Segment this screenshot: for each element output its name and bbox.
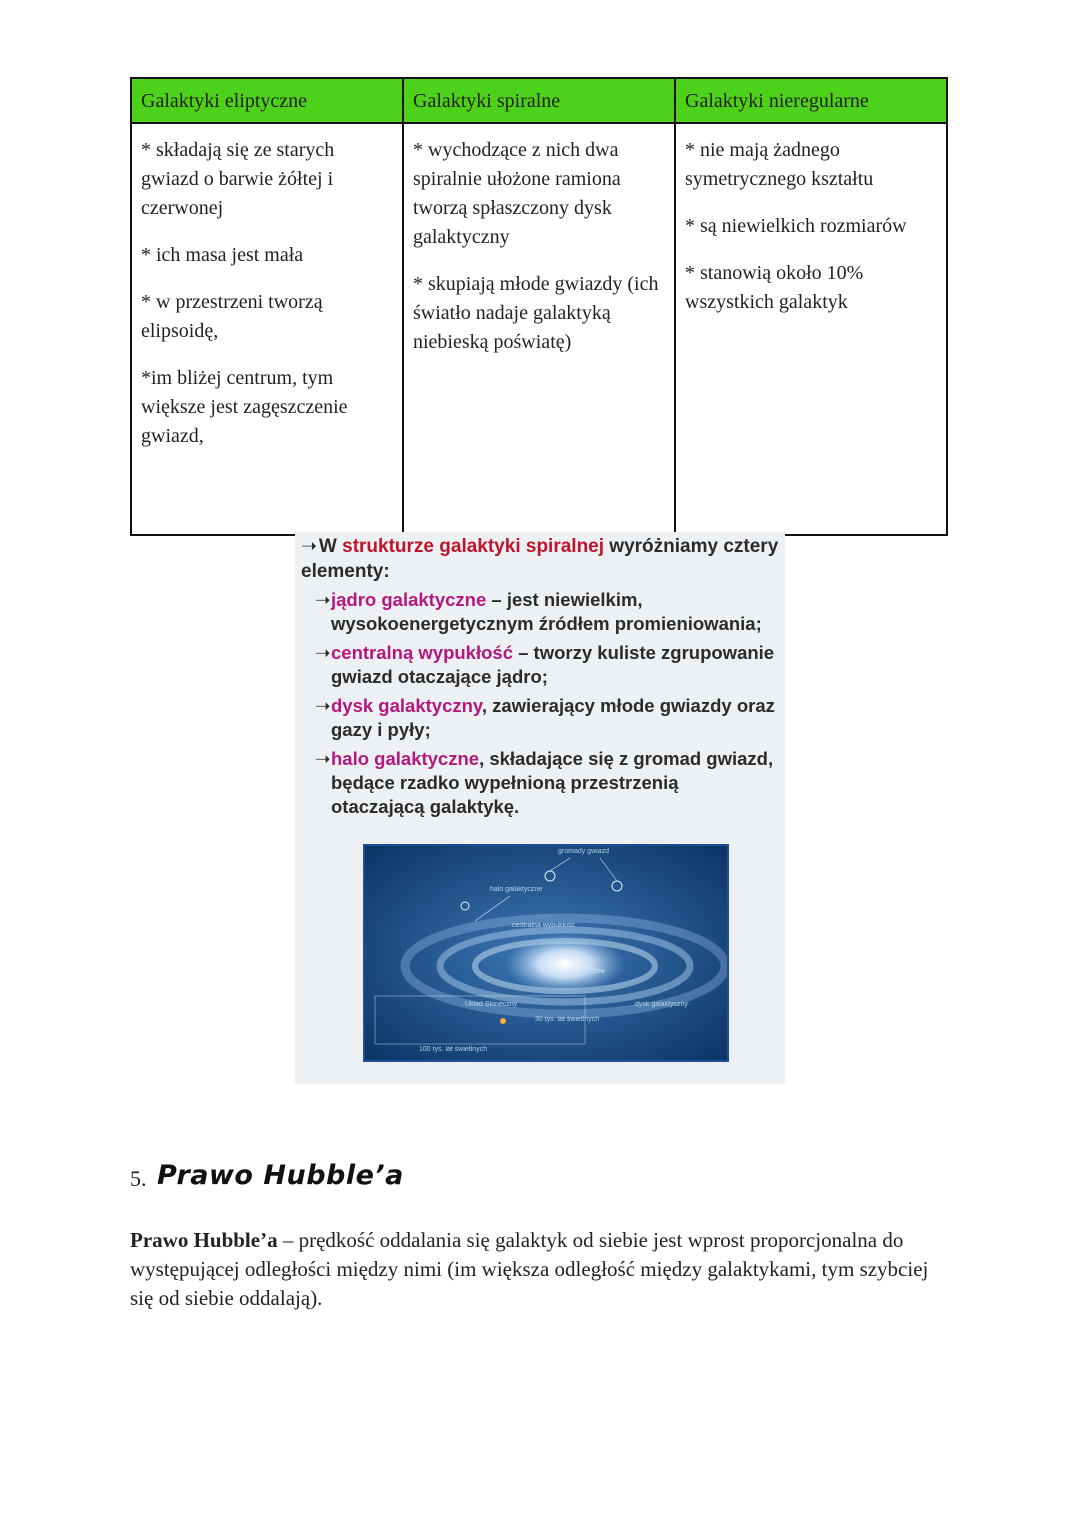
list-item	[315, 641, 775, 689]
irregular-point: * nie mają żadnego symetrycznego kształtu	[685, 139, 874, 190]
table-row	[131, 123, 947, 535]
section-number: 5.	[130, 1166, 147, 1191]
elliptical-point: * ich masa jest mała	[141, 244, 304, 266]
hubble-law-term: Prawo Hubble’a	[130, 1228, 278, 1252]
term: centralną wypukłość	[331, 642, 513, 663]
header-irregular: Galaktyki nieregularne	[675, 78, 947, 123]
irregular-point: * są niewielkich rozmiarów	[685, 215, 907, 237]
label-bulge: centralna wypukłość	[512, 922, 576, 929]
elliptical-cell	[131, 123, 403, 535]
arrow-icon: ➝	[301, 536, 317, 557]
term: dysk galaktyczny	[331, 695, 482, 716]
table-header-row	[131, 78, 947, 123]
header-spiral: Galaktyki spiralne	[403, 78, 675, 123]
spiral-structure-infographic	[295, 532, 785, 1084]
label-star-clusters: gromady gwiazd	[558, 848, 609, 855]
element-list	[315, 588, 775, 824]
label-distance-short: 30 tys. lat świetlnych	[535, 1016, 600, 1023]
hubble-law-paragraph	[130, 1226, 945, 1313]
spiral-point: * skupiają młode gwiazdy (ich światło nadaje galaktyką niebieską poświatę)	[413, 273, 659, 353]
hubble-law-definition: – prędkość oddalania się galaktyk od siebie jest wprost proporcjonalna do występującej odległości między nimi (im większa odległość między galaktykami, tym szybciej się od siebie oddalają).	[130, 1228, 929, 1310]
label-disk: dysk galaktyczny	[635, 1001, 688, 1008]
arrow-icon: ➝	[315, 695, 331, 716]
term-desc: , składające się z gromad gwiazd, będące rzadko wypełnioną przestrzenią otaczającą galaktykę.	[331, 748, 774, 817]
term: halo galaktyczne	[331, 748, 480, 769]
term: jądro galaktyczne	[331, 589, 487, 610]
list-item	[315, 694, 775, 742]
term-desc: – tworzy kuliste zgrupowanie gwiazd otaczające jądro;	[331, 642, 775, 687]
list-item	[315, 747, 775, 819]
elliptical-point: *im bliżej centrum, tym większe jest zagęszczenie gwiazd,	[141, 367, 348, 447]
header-elliptical: Galaktyki eliptyczne	[131, 78, 403, 123]
arrow-icon: ➝	[315, 642, 331, 663]
term-desc: , zawierający młode gwiazdy oraz gazy i pyły;	[331, 695, 775, 740]
term-desc: – jest niewielkim, wysokoenergetycznym źródłem promieniowania;	[331, 589, 762, 634]
label-distance-long: 100 tys. lat świetlnych	[419, 1046, 488, 1053]
galaxy-types-table	[130, 77, 948, 536]
elliptical-point: * w przestrzeni tworzą elipsoidę,	[141, 291, 323, 342]
galaxy-illustration	[365, 846, 727, 1060]
infographic-lead: ➝ W strukturze galaktyki spiralnej wyróżniamy cztery elementy:	[301, 536, 779, 582]
lead-accent: strukturze galaktyki spiralnej	[342, 536, 605, 557]
label-solar-system: Układ Słoneczny	[465, 1001, 518, 1008]
section-title: Prawo Hubble’a	[157, 1160, 404, 1191]
list-item	[315, 588, 775, 636]
galaxy-diagram	[363, 844, 729, 1062]
label-nucleus: jądro	[589, 968, 605, 975]
spiral-point: * wychodzące z nich dwa spiralnie ułożone ramiona tworzą spłaszczony dysk galaktyczny	[413, 139, 621, 248]
arrow-icon: ➝	[315, 748, 331, 769]
label-halo: halo galaktyczne	[490, 886, 543, 893]
spiral-cell	[403, 123, 675, 535]
arrow-icon: ➝	[315, 589, 331, 610]
irregular-cell	[675, 123, 947, 535]
irregular-point: * stanowią około 10% wszystkich galaktyk	[685, 262, 864, 313]
elliptical-point: * składają się ze starych gwiazd o barwie żółtej i czerwonej	[141, 139, 335, 219]
